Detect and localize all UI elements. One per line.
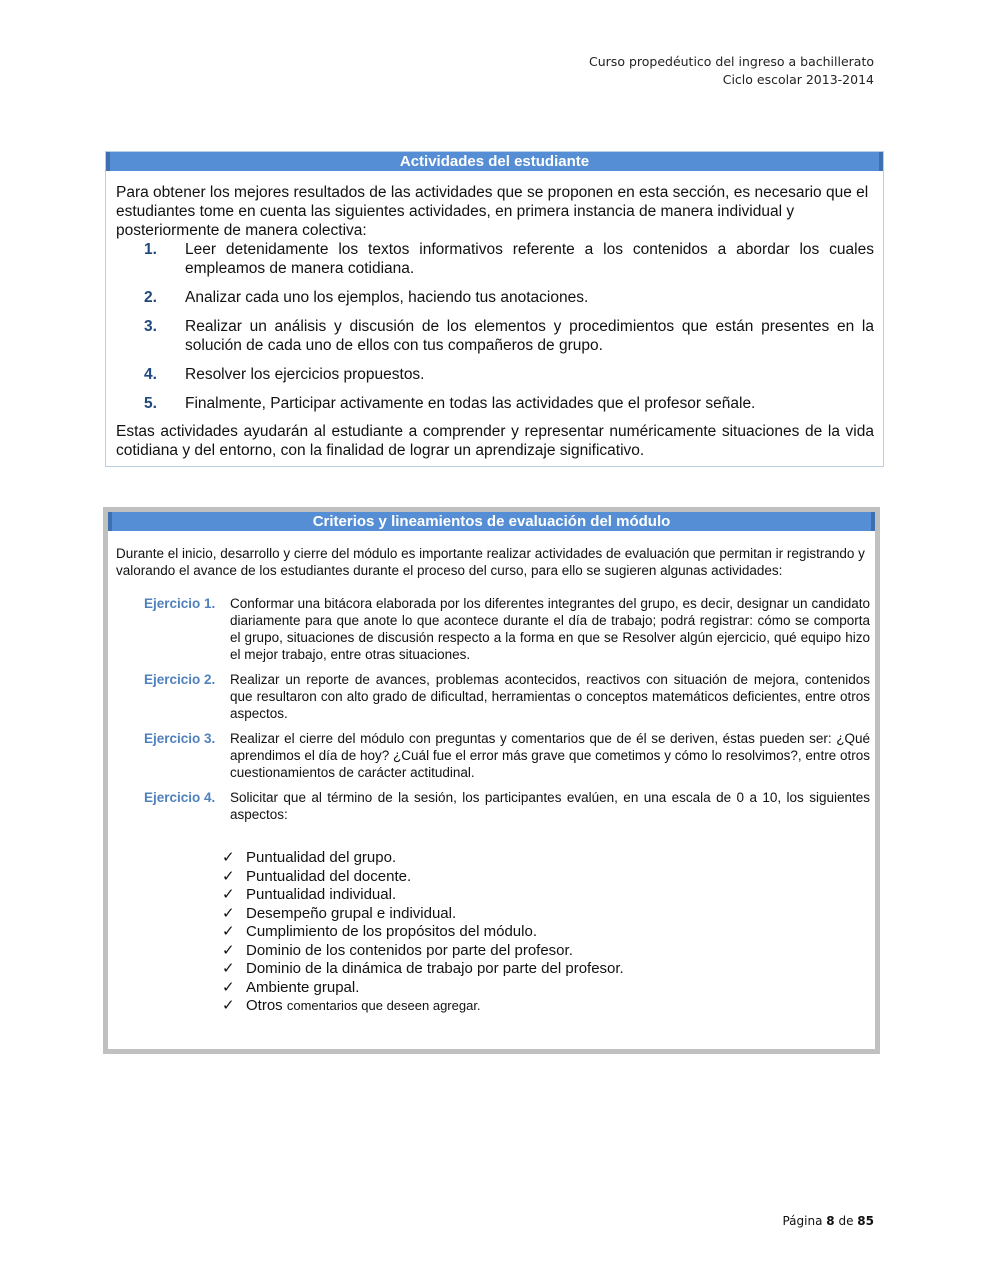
item-number: 1. — [144, 241, 157, 258]
activity-item — [144, 394, 874, 413]
exercise-text: Conformar una bitácora elaborada por los diferentes integrantes del grupo, es decir, designar un candidato diariamente para que anote lo que acontece durante el día de trabajo; podrá registrar: cómo se comporta el grupo, situaciones de discusión respecto a la forma en que se Resolver algún ejercicio, qué equipo hizo el mejor trabajo, entre otras situaciones. — [230, 596, 870, 662]
of-label: de — [838, 1214, 854, 1228]
checklist-item — [222, 868, 870, 887]
closing-text: Estas actividades ayudarán al estudiante a comprender y representar numéricamente situaciones de la vida cotidiana y del entorno, con la finalidad de lograr un aprendizaje significativo. — [116, 423, 874, 459]
checkmark-icon: ✓ — [222, 941, 235, 959]
checklist-item — [222, 997, 870, 1016]
checklist-item — [222, 942, 870, 961]
checklist-text: Puntualidad individual. — [246, 886, 397, 903]
item-text: Leer detenidamente los textos informativos referente a los contenidos a abordar los cuales empleamos de manera cotidiana. — [185, 241, 874, 277]
item-text: Analizar cada uno los ejemplos, haciendo tus anotaciones. — [185, 289, 589, 306]
activity-item — [144, 240, 874, 278]
intro-text: Para obtener los mejores resultados de las actividades que se proponen en esta sección, es necesario que el estudiantes tome en cuenta las siguientes actividades, en primera instancia de manera individual y posteriormente de manera colectiva: — [116, 184, 869, 239]
checklist-item — [222, 849, 870, 868]
item-text: Resolver los ejercicios propuestos. — [185, 366, 425, 383]
page-number — [782, 1214, 874, 1228]
item-number: 4. — [144, 366, 157, 383]
exercise-text: Solicitar que al término de la sesión, los participantes evalúen, en una escala de 0 a 10, los siguientes aspectos: — [230, 790, 870, 822]
checkmark-icon: ✓ — [222, 923, 235, 940]
checklist-text: Puntualidad del docente. — [246, 867, 412, 885]
item-number: 3. — [144, 318, 157, 335]
page-label: Página — [782, 1214, 823, 1228]
checkmark-icon: ✓ — [222, 997, 235, 1014]
exercise-item — [144, 789, 870, 823]
section-title: Actividades del estudiante — [106, 152, 883, 171]
checklist-text: Cumplimiento de los propósitos del módulo. — [246, 923, 537, 940]
evaluation-criteria-box — [103, 507, 880, 1054]
header-line: Curso propedéutico del ingreso a bachillerato — [589, 54, 874, 69]
exercise-label: Ejercicio 1. — [144, 596, 216, 611]
student-activities-box — [105, 151, 884, 467]
current-page: 8 — [826, 1214, 835, 1228]
item-number: 2. — [144, 289, 157, 306]
others-word: Otros — [246, 997, 283, 1014]
activity-item — [144, 288, 874, 307]
exercise-label: Ejercicio 4. — [144, 790, 216, 805]
exercise-item — [144, 730, 870, 781]
checklist-text: Dominio de la dinámica de trabajo por parte del profesor. — [246, 960, 624, 977]
exercise-label: Ejercicio 3. — [144, 731, 216, 746]
item-text: Realizar un análisis y discusión de los elementos y procedimientos que están presentes en la solución de cada uno de ellos con tus compañeros de grupo. — [185, 318, 874, 354]
checklist-item — [222, 886, 870, 905]
checklist-text: Ambiente grupal. — [246, 978, 360, 996]
checklist-text: Desempeño grupal e individual. — [246, 904, 457, 922]
checkmark-icon: ✓ — [222, 867, 235, 885]
section-title: Criterios y lineamientos de evaluación del módulo — [108, 512, 875, 531]
exercise-item — [144, 671, 870, 722]
item-text: Finalmente, Participar activamente en todas las actividades que el profesor señale. — [185, 395, 756, 412]
checklist-item — [222, 979, 870, 998]
exercise-label: Ejercicio 2. — [144, 672, 216, 687]
checklist-text — [246, 997, 481, 1016]
checkmark-icon: ✓ — [222, 886, 235, 903]
checkmark-icon: ✓ — [222, 904, 235, 922]
checklist-item — [222, 923, 870, 942]
exercise-text: Realizar un reporte de avances, problemas acontecidos, reactivos con situación de mejora, contenidos que resultaron con alto grado de dificultad, herramientas o conceptos matemáticos deficientes, entre otros aspectos. — [230, 672, 870, 721]
checklist-text: Puntualidad del grupo. — [246, 849, 397, 866]
checklist-text: Dominio de los contenidos por parte del profesor. — [246, 941, 573, 959]
item-number: 5. — [144, 395, 157, 412]
activity-item — [144, 317, 874, 355]
page-header — [589, 53, 874, 89]
intro-text: Durante el inicio, desarrollo y cierre del módulo es importante realizar actividades de evaluación que permitan ir registrando y valorando el avance de los estudiantes durante el proceso del curso, para ello se sugieren algunas actividades: — [116, 546, 865, 578]
exercise-text: Realizar el cierre del módulo con preguntas y comentarios que de él se deriven, éstas pueden ser: ¿Qué aprendimos el día de hoy? ¿Cuál fue el error más grave que cometimos y cómo lo resolvimos?, entre otros cuestionamientos de carácter actitudinal. — [230, 731, 870, 780]
total-pages: 85 — [857, 1214, 874, 1228]
checkmark-icon: ✓ — [222, 849, 235, 866]
header-line: Ciclo escolar 2013-2014 — [722, 72, 874, 87]
checklist-item — [222, 905, 870, 924]
activity-item — [144, 365, 874, 384]
checkmark-icon: ✓ — [222, 978, 235, 996]
checklist-item — [222, 960, 870, 979]
checkmark-icon: ✓ — [222, 960, 235, 977]
others-rest: comentarios que deseen agregar. — [286, 998, 481, 1013]
exercise-item — [144, 595, 870, 663]
